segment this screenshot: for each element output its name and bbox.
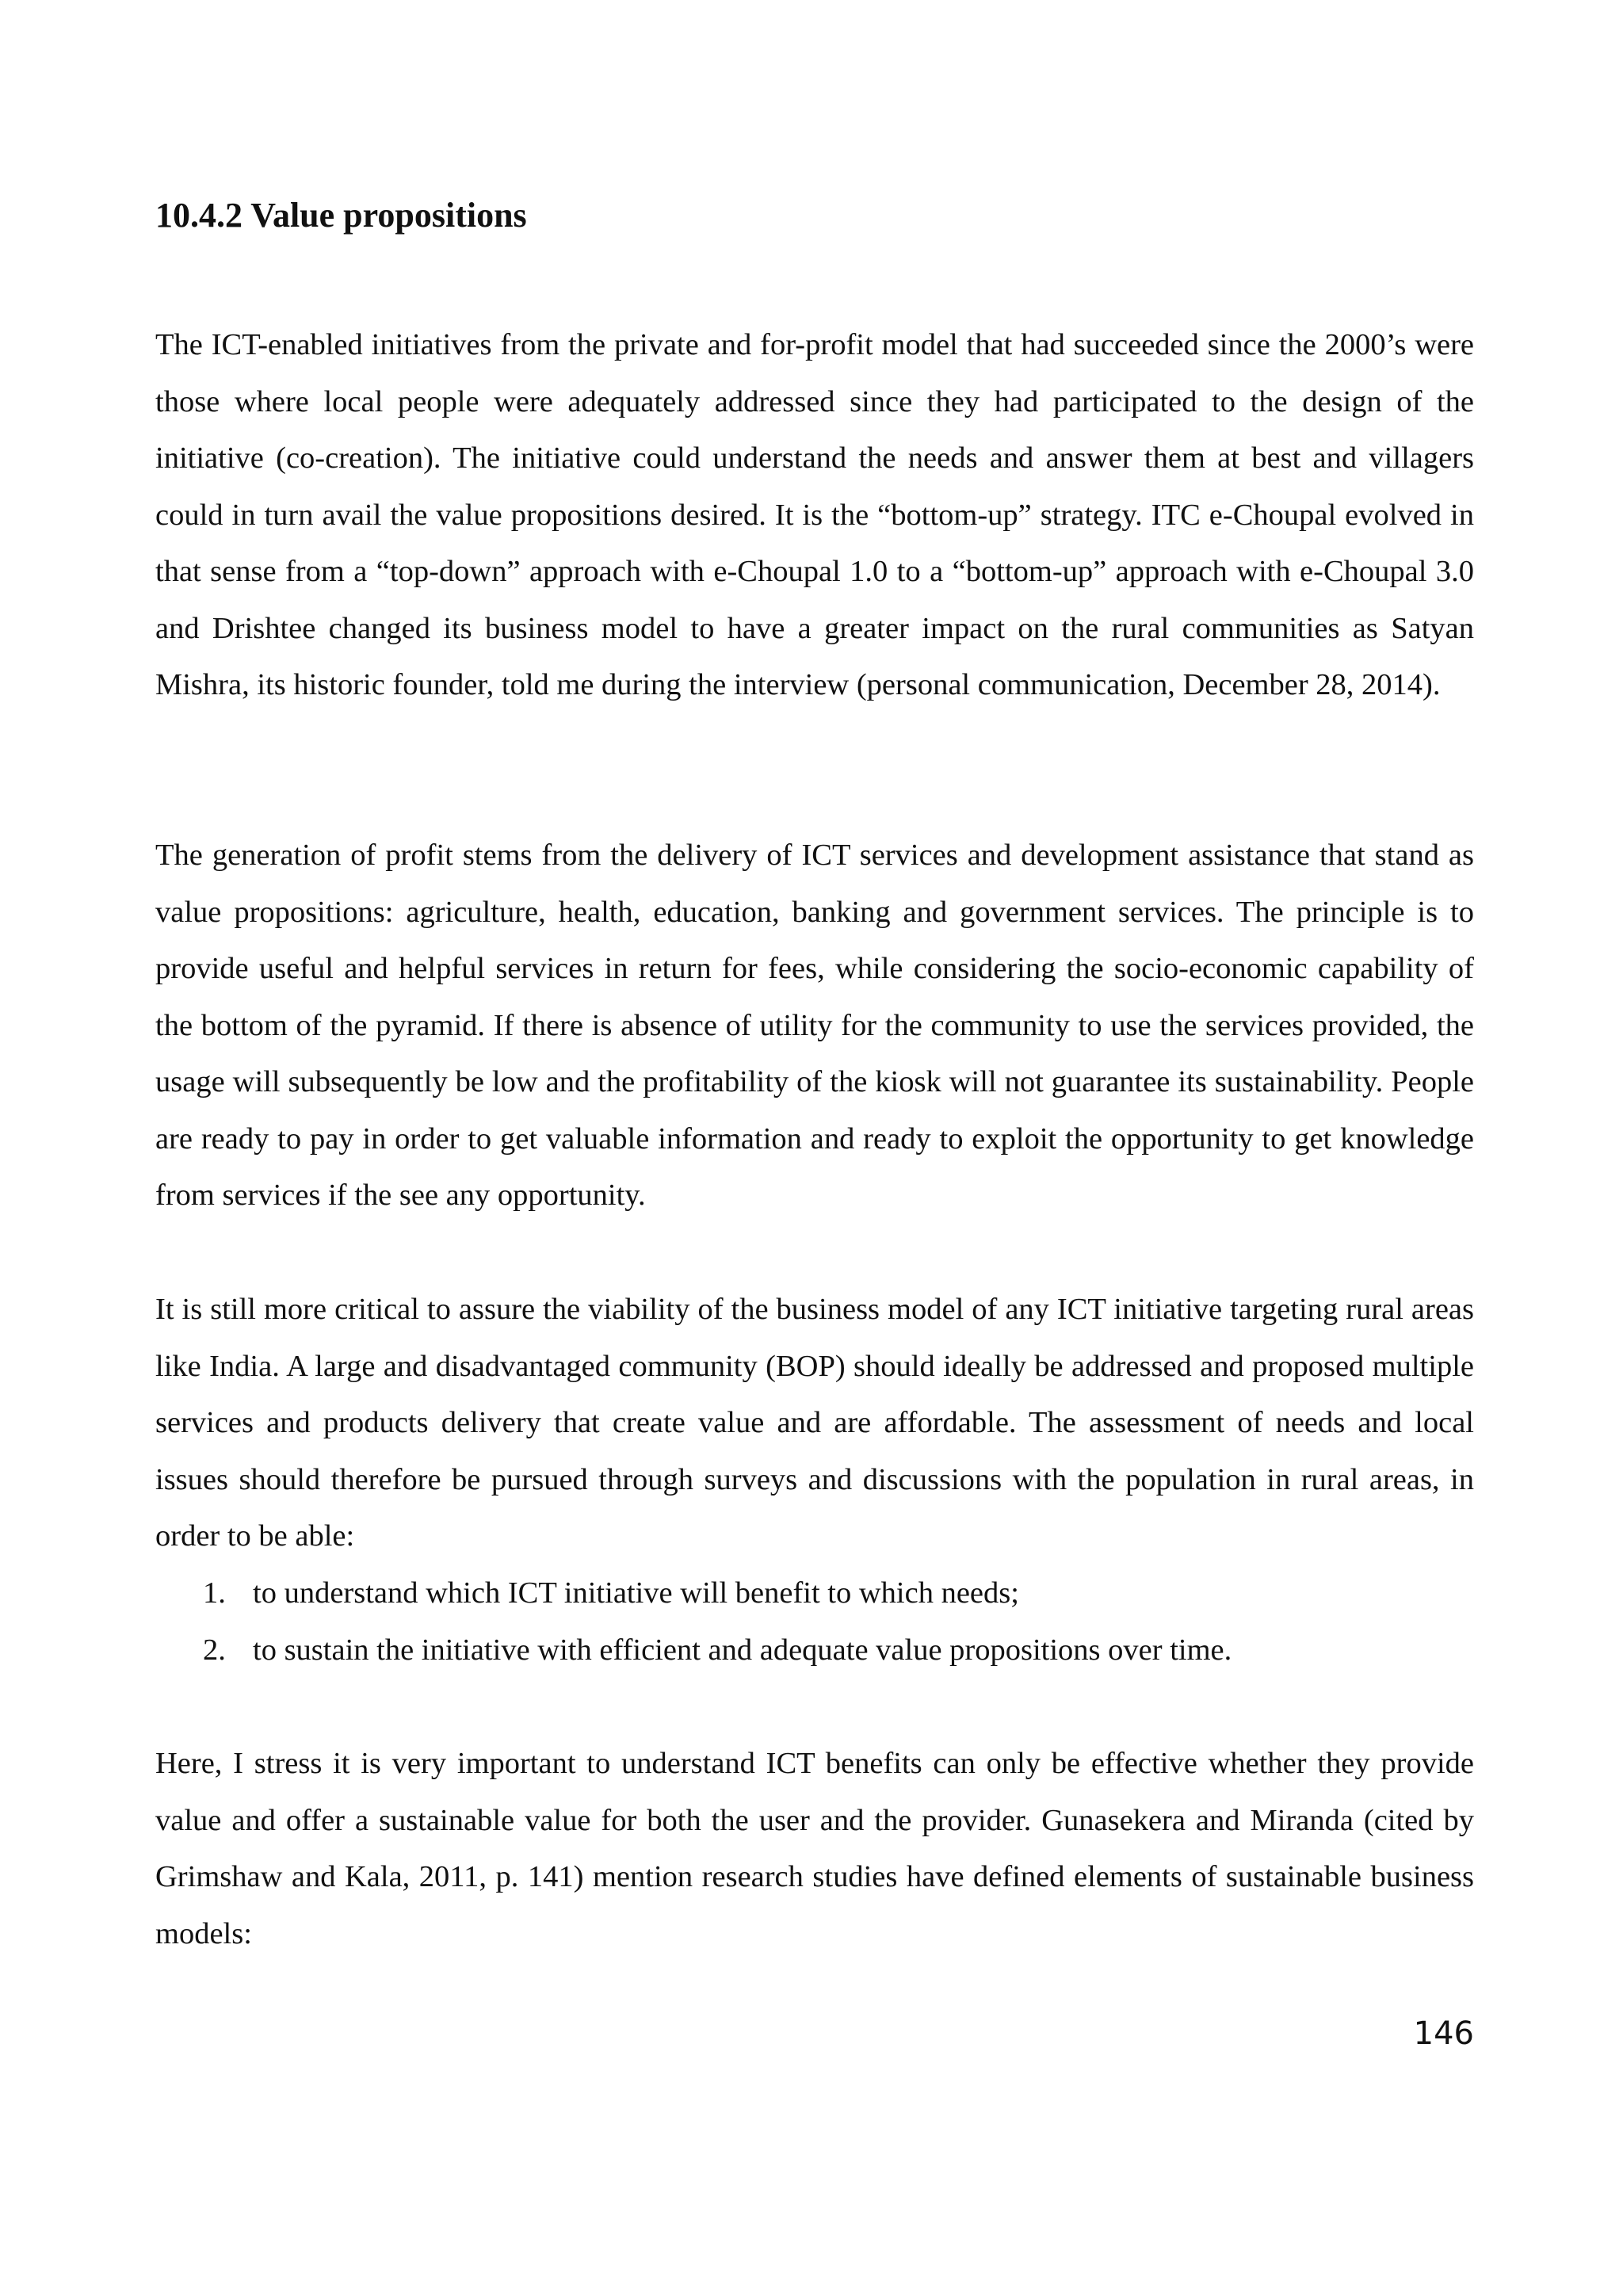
- paragraph-1: The ICT-enabled initiatives from the private and for-profit model that had succeeded since the 2000’s were those where local people were adequately addressed since they had participated to the design of the initiative (co-creation). The initiative could understand the needs and answer them at best and villagers could in turn avail the value propositions desired. It is the “bottom-up” strategy. ITC e-Choupal evolved in that sense from a “top-down” approach with e-Choupal 1.0 to a “bottom-up” approach with e-Choupal 3.0 and Drishtee changed its business model to have a greater impact on the rural communities as Satyan Mishra, its historic founder, told me during the interview (personal communication, December 28, 2014).: [155, 328, 1474, 701]
- list-item-number: 1.: [203, 1576, 226, 1610]
- list-item: [155, 1565, 1474, 1622]
- list-item: [155, 1622, 1474, 1679]
- list-item-text: to sustain the initiative with efficient and adequate value propositions over time.: [253, 1633, 1232, 1667]
- numbered-list: [155, 1565, 1474, 1679]
- section-heading: 10.4.2 Value propositions: [155, 196, 527, 235]
- list-item-number: 2.: [203, 1633, 226, 1667]
- page-number: 146: [1413, 2015, 1474, 2052]
- list-item-text: to understand which ICT initiative will benefit to which needs;: [253, 1576, 1019, 1610]
- paragraph-2: The generation of profit stems from the delivery of ICT services and development assistance that stand as value propositions: agriculture, health, education, banking and government services. The principle is to provide useful and helpful services in return for fees, while considering the socio-economic capability of the bottom of the pyramid. If there is absence of utility for the community to use the services provided, the usage will subsequently be low and the profitability of the kiosk will not guarantee its sustainability. People are ready to pay in order to get valuable information and ready to exploit the opportunity to get knowledge from services if the see any opportunity.: [155, 839, 1474, 1212]
- paragraph-4: Here, I stress it is very important to understand ICT benefits can only be effective whether they provide value and offer a sustainable value for both the user and the provider. Gunasekera and Miranda (cited by Grimshaw and Kala, 2011, p. 141) mention research studies have defined elements of sustainable business models:: [155, 1747, 1474, 1950]
- paragraph-3: It is still more critical to assure the viability of the business model of any ICT initiative targeting rural areas like India. A large and disadvantaged community (BOP) should ideally be addressed and proposed multiple services and products delivery that create value and are affordable. The assessment of needs and local issues should therefore be pursued through surveys and discussions with the population in rural areas, in order to be able:: [155, 1293, 1474, 1553]
